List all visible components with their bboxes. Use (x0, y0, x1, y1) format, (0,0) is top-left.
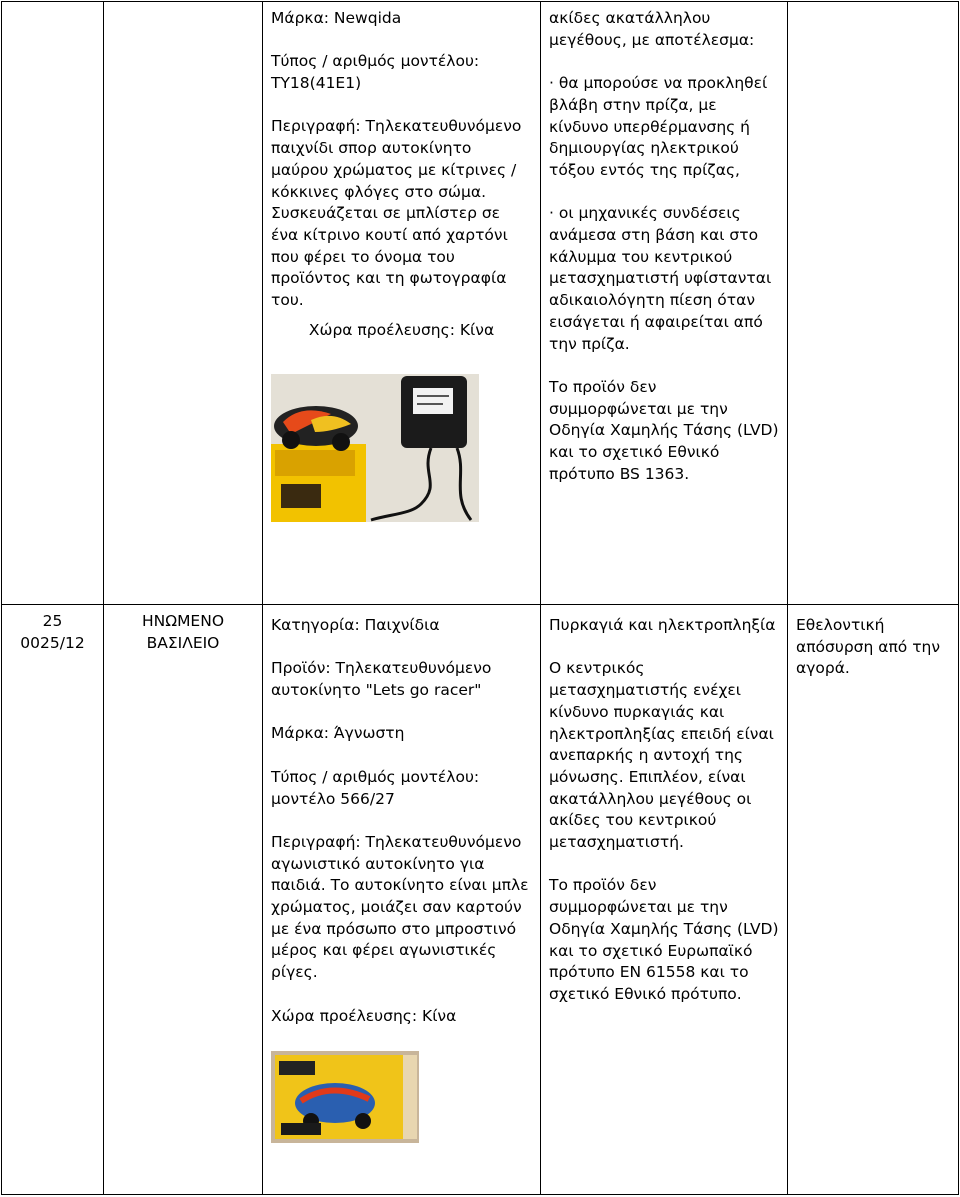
product-line: Μάρκα: Newqida (271, 9, 402, 27)
product-line: Κατηγορία: Παιχνίδια (271, 616, 440, 634)
table-row (2, 2, 959, 605)
racer-box-image (271, 1051, 419, 1143)
number-cell (2, 605, 104, 1195)
country-name: ΗΝΩΜΕΝΟ ΒΑΣΙΛΕΙΟ (141, 612, 225, 652)
reference-number: 0025/12 (20, 633, 85, 652)
product-line: Τύπος / αριθμός μοντέλου: μοντέλο 566/27 (271, 767, 480, 808)
country-cell (104, 2, 263, 605)
table-row (2, 605, 959, 1195)
risk-line: Το προϊόν δεν συμμορφώνεται με την Οδηγία Χαμηλής Τάσης (LVD) και το σχετικό Εθνικό πρότυπο BS 1363. (549, 377, 779, 483)
risk-line: Πυρκαγιά και ηλεκτροπληξία (549, 616, 776, 634)
product-line: Μάρκα: Άγνωστη (271, 724, 405, 743)
product-line: Προϊόν: Τηλεκατευθυνόμενο αυτοκίνητο "Lets go racer" (271, 659, 492, 700)
measures-cell (788, 605, 959, 1195)
toy-car-and-charger-photo (271, 374, 479, 522)
risk-line: · θα μπορούσε να προκληθεί βλάβη στην πρίζα, με κίνδυνο υπερθέρμανσης ή δημιουργίας ηλεκτρικού τόξου εντός της πρίζας, (549, 74, 768, 179)
risk-line: ακίδες ακατάλληλου μεγέθους, με αποτέλεσμα: (549, 9, 755, 49)
toy-car-and-charger-image (271, 374, 479, 522)
number-cell (2, 2, 104, 605)
alerts-table (1, 1, 959, 1195)
racer-box-photo (271, 1051, 419, 1143)
product-line: Χώρα προέλευσης: Κίνα (271, 1006, 457, 1025)
measures-text: Εθελοντική απόσυρση από την αγορά. (796, 616, 941, 678)
risk-line: Το προϊόν δεν συμμορφώνεται με την Οδηγία Χαμηλής Τάσης (LVD) και το σχετικό Ευρωπαϊκό πρότυπο EN 61558 και το σχετικό Εθνικό πρότυπο. (549, 876, 779, 1003)
product-line: Περιγραφή: Τηλεκατευθυνόμενο παιχνίδι σπορ αυτοκίνητο μαύρου χρώματος με κίτρινες /κόκκινες φλόγες στο σώμα. Συσκευάζεται σε μπλίστερ σε ένα κίτρινο κουτί από χαρτόνι που φέρει το όνομα του προϊόντος και τη φωτογραφία του. (271, 117, 522, 310)
risk-cell (541, 2, 788, 605)
country-cell (104, 605, 263, 1195)
risk-cell (541, 605, 788, 1195)
product-line: Χώρα προέλευσης: Κίνα (308, 320, 495, 339)
product-line: Περιγραφή: Τηλεκατευθυνόμενο αγωνιστικό αυτοκίνητο για παιδιά. Το αυτοκίνητο είναι μπλε χρώματος, μοιάζει σαν καρτούν με ένα πρόσωπο στο μπροστινό μέρος και φέρει αγωνιστικές ρίγες. (271, 832, 529, 982)
risk-line: · οι μηχανικές συνδέσεις ανάμεσα στη βάση και στο κάλυμμα του κεντρικού μετασχηματιστή υφίστανται αδικαιολόγητη πίεση όταν εισάγεται ή αφαιρείται από την πρίζα. (549, 204, 772, 353)
entry-number: 25 (42, 612, 63, 630)
product-cell (263, 605, 541, 1195)
measures-cell (788, 2, 959, 605)
product-line: Τύπος / αριθμός μοντέλου: TY18(41E1) (271, 52, 480, 93)
risk-line: Ο κεντρικός μετασχηματιστής ενέχει κίνδυνο πυρκαγιάς και ηλεκτροπληξίας επειδή είναι ανεπαρκής η αντοχή της μόνωσης. Επιπλέον, είναι ακατάλληλου μεγέθους οι ακίδες του κεντρικού μετασχηματιστή. (549, 659, 774, 852)
product-cell (263, 2, 541, 605)
